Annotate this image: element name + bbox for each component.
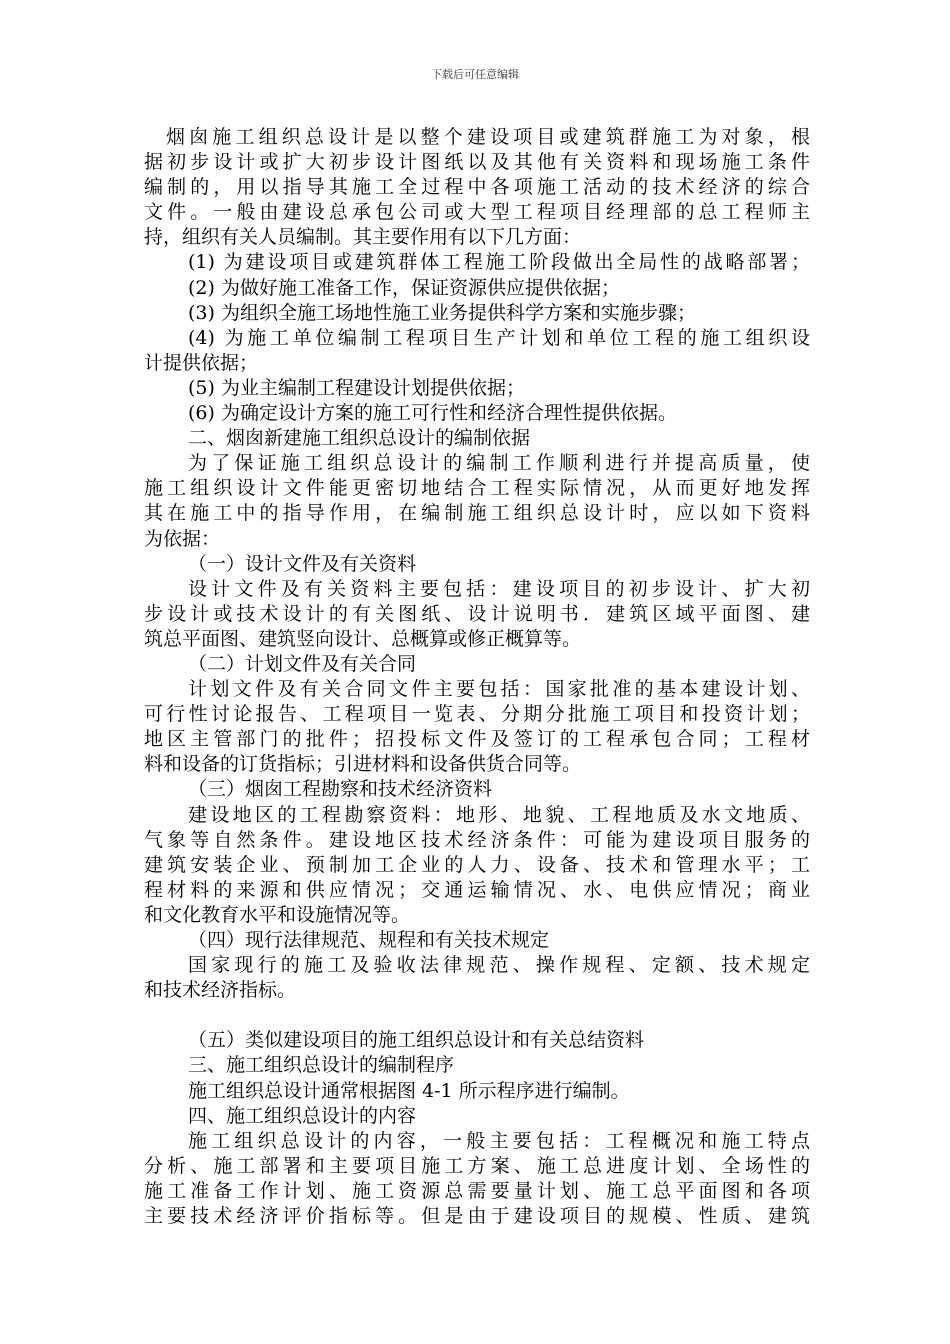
text-line: 为了保证施工组织总设计的编制工作顺利进行并提高质量，使: [188, 452, 810, 475]
text-line: 国家现行的施工及验收法律规范、操作规程、定额、技术规定: [188, 954, 810, 977]
text-line: 文件。一般由建设总承包公司或大型工程项目经理部的总工程师主: [144, 201, 810, 224]
text-line: 编制的，用以指导其施工全过程中各项施工活动的技术经济的综合: [144, 176, 810, 199]
text-line: 二、烟囱新建施工组织总设计的编制依据: [188, 427, 531, 450]
text-line: 程材料的来源和供应情况；交通运输情况、水、电供应情况；商业: [144, 878, 810, 901]
text-line: (6) 为确定设计方案的施工可行性和经济合理性提供依据。: [188, 402, 677, 425]
text-line: 三、施工组织总设计的编制程序: [188, 1054, 455, 1077]
header-note: 下载后可任意编辑: [431, 68, 519, 81]
text-line: 计划文件及有关合同文件主要包括：国家批准的基本建设计划、: [188, 678, 810, 701]
text-line: 四、施工组织总设计的内容: [188, 1104, 417, 1127]
text-line: （三）烟囱工程勘察和技术经济资料: [188, 778, 493, 801]
text-line: 建筑安装企业、预制加工企业的人力、设备、技术和管理水平；工: [144, 853, 810, 876]
text-line: 烟囱施工组织总设计是以整个建设项目或建筑群施工为对象，根: [166, 126, 810, 148]
text-line: (4) 为施工单位编制工程项目生产计划和单位工程的施工组织设: [188, 326, 810, 349]
text-line: 其在施工中的指导作用，在编制施工组织总设计时，应以如下资料: [144, 502, 810, 525]
text-line: （二）计划文件及有关合同: [188, 652, 417, 675]
text-line: 施工准备工作计划、施工资源总需要量计划、施工总平面图和各项: [144, 1179, 810, 1202]
text-line: 和技术经济指标。: [144, 979, 297, 1002]
text-line: (3) 为组织全施工场地性施工业务提供科学方案和实施步骤；: [188, 301, 696, 324]
text-line: 和文化教育水平和设施情况等。: [144, 903, 411, 926]
text-line: 料和设备的订货指标；引进材料和设备供货合同等。: [144, 753, 582, 776]
text-line: 主要技术经济评价指标等。但是由于建设项目的规模、性质、建筑: [144, 1205, 810, 1228]
text-line: 施工组织总设计通常根据图 4-1 所示程序进行编制。: [188, 1079, 630, 1102]
text-line: 地区主管部门的批件；招投标文件及签订的工程承包合同；工程材: [144, 728, 810, 751]
text-line: （一）设计文件及有关资料: [188, 552, 417, 575]
text-line: 施工组织总设计的内容，一般主要包括：工程概况和施工特点: [188, 1129, 810, 1152]
text-line: 持，组织有关人员编制。其主要作用有以下几方面：: [144, 226, 582, 249]
text-line: (2) 为做好施工准备工作，保证资源供应提供依据；: [188, 276, 620, 299]
document-body: [144, 125, 810, 1229]
text-line: 为依据：: [144, 527, 221, 550]
text-line: 据初步设计或扩大初步设计图纸以及其他有关资料和现场施工条件: [144, 151, 810, 174]
text-line: 施工组织设计文件能更密切地结合工程实际情况，从而更好地发挥: [144, 477, 810, 500]
text-line: （四）现行法律规范、规程和有关技术规定: [188, 929, 550, 951]
text-line: 可行性讨论报告、工程项目一览表、分期分批施工项目和投资计划；: [144, 703, 810, 726]
text-line: 计提供依据；: [144, 351, 259, 374]
text-line: (1) 为建设项目或建筑群体工程施工阶段做出全局性的战略部署；: [188, 251, 810, 274]
text-line: 气象等自然条件。建设地区技术经济条件：可能为建设项目服务的: [144, 828, 810, 851]
text-line: 设计文件及有关资料主要包括：建设项目的初步设计、扩大初: [188, 577, 810, 600]
text-line: 筑总平面图、建筑竖向设计、总概算或修正概算等。: [144, 627, 582, 650]
blank-line: [144, 1003, 810, 1028]
text-line: (5) 为业主编制工程建设计划提供依据；: [188, 376, 525, 399]
text-line: 步设计或技术设计的有关图纸、设计说明书．建筑区域平面图、建: [144, 602, 810, 625]
text-line: （五）类似建设项目的施工组织总设计和有关总结资料: [188, 1029, 645, 1052]
text-line: 分析、施工部署和主要项目施工方案、施工总进度计划、全场性的: [144, 1154, 810, 1177]
text-line: 建设地区的工程勘察资料：地形、地貌、工程地质及水文地质、: [188, 803, 810, 826]
